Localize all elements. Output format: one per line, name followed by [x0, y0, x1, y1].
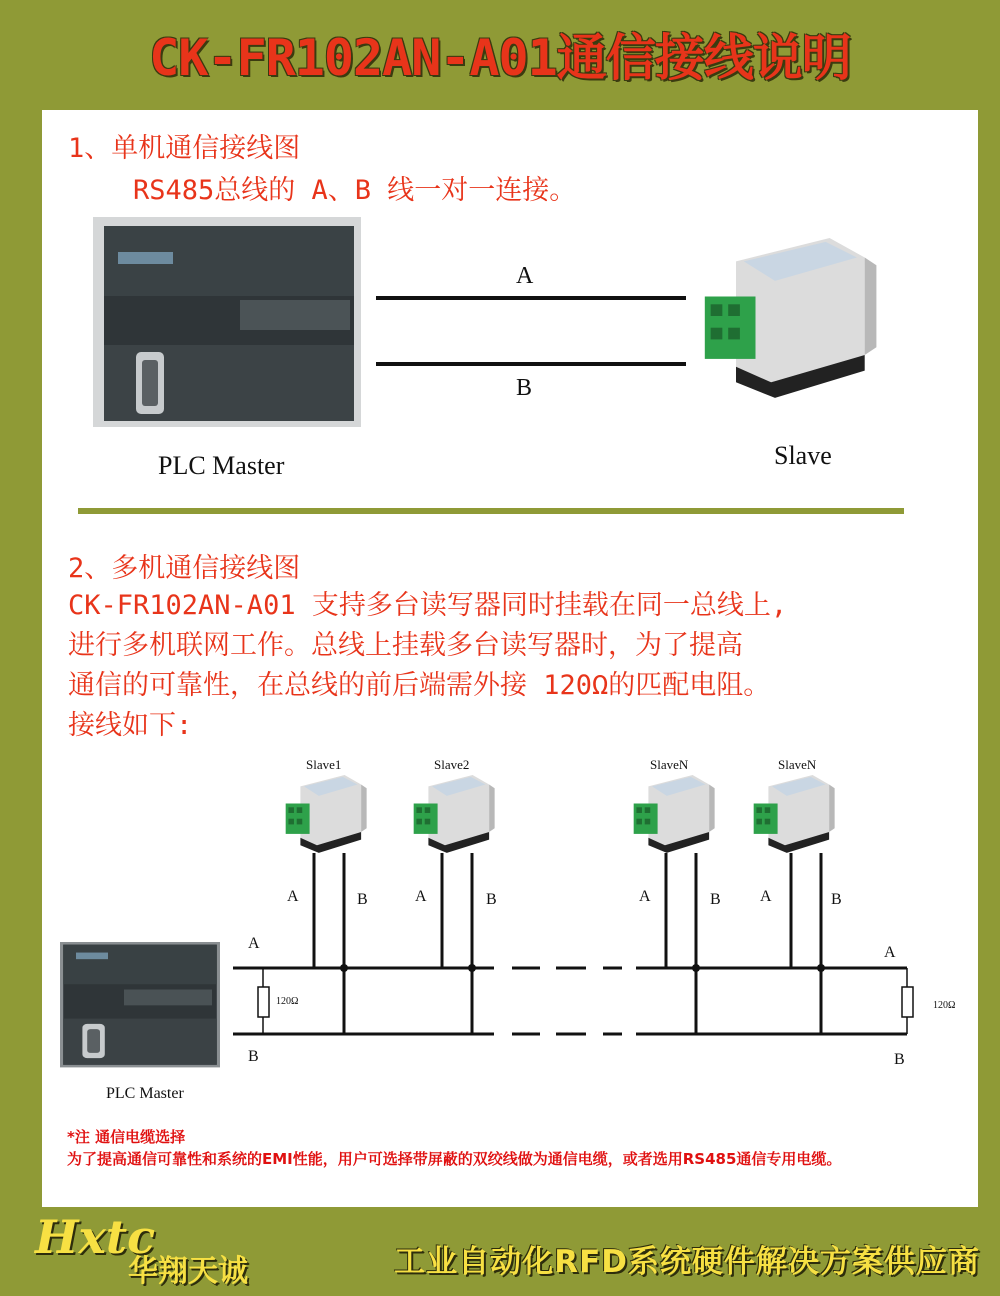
resistor-label-right: 120Ω: [933, 1000, 956, 1011]
note-title: *注 通信电缆选择: [67, 1128, 186, 1146]
drop-a-label: A: [760, 888, 772, 905]
drop-b-label: B: [831, 891, 842, 908]
drop-b-label: B: [710, 891, 721, 908]
company-logo-mark: Hxtc: [35, 1210, 156, 1264]
note-text: 为了提高通信可靠性和系统的EMI性能，用户可选择带屏蔽的双绞线做为通信电缆，或者选用RS485通信专用电缆。: [67, 1150, 842, 1168]
company-name: 华翔天诚: [128, 1254, 248, 1289]
section2-line: 通信的可靠性，在总线的前后端需外接 120Ω的匹配电阻。: [68, 670, 771, 701]
plc-master-device: [93, 217, 361, 427]
section1-title: 1、单机通信接线图: [68, 133, 301, 164]
slave-name: Slave2: [434, 757, 470, 772]
bus-b-label-left: B: [248, 1048, 259, 1065]
slave-name: SlaveN: [650, 757, 689, 772]
bus-b-label-right: B: [894, 1051, 905, 1068]
line-b-label: B: [516, 375, 533, 401]
section2-line: CK-FR102AN-A01 支持多台读写器同时挂载在同一总线上,: [68, 590, 788, 621]
company-slogan: 工业自动化RFD系统硬件解决方案供应商: [394, 1244, 980, 1280]
terminating-resistor-left: [258, 968, 269, 1034]
terminating-resistor-right: [902, 968, 913, 1034]
cable-note: [67, 1126, 947, 1170]
plc-master-label: PLC Master: [158, 451, 285, 480]
page-title: CK-FR102AN-A01通信接线说明: [149, 29, 851, 87]
slave-name: Slave1: [306, 757, 342, 772]
drop-a-label: A: [287, 888, 299, 905]
section1-description: RS485总线的 A、B 线一对一连接。: [133, 175, 577, 206]
section2-line: 接线如下:: [68, 710, 193, 741]
resistor-label-left: 120Ω: [276, 996, 299, 1007]
section2-title: 2、多机通信接线图: [68, 553, 301, 584]
bus-a-label-left: A: [248, 935, 260, 952]
slave-device: [705, 238, 877, 398]
plc-master-device-small: [60, 942, 220, 1067]
drop-a-label: A: [639, 888, 651, 905]
drop-a-label: A: [415, 888, 427, 905]
bus-a-label-right: A: [884, 944, 896, 961]
line-a-label: A: [516, 263, 534, 289]
drop-b-label: B: [357, 891, 368, 908]
plc-master-label-small: PLC Master: [106, 1085, 184, 1102]
drop-b-label: B: [486, 891, 497, 908]
slave-label: Slave: [774, 441, 832, 470]
section2-line: 进行多机联网工作。总线上挂载多台读写器时，为了提高: [68, 630, 743, 661]
slave-name: SlaveN: [778, 757, 817, 772]
